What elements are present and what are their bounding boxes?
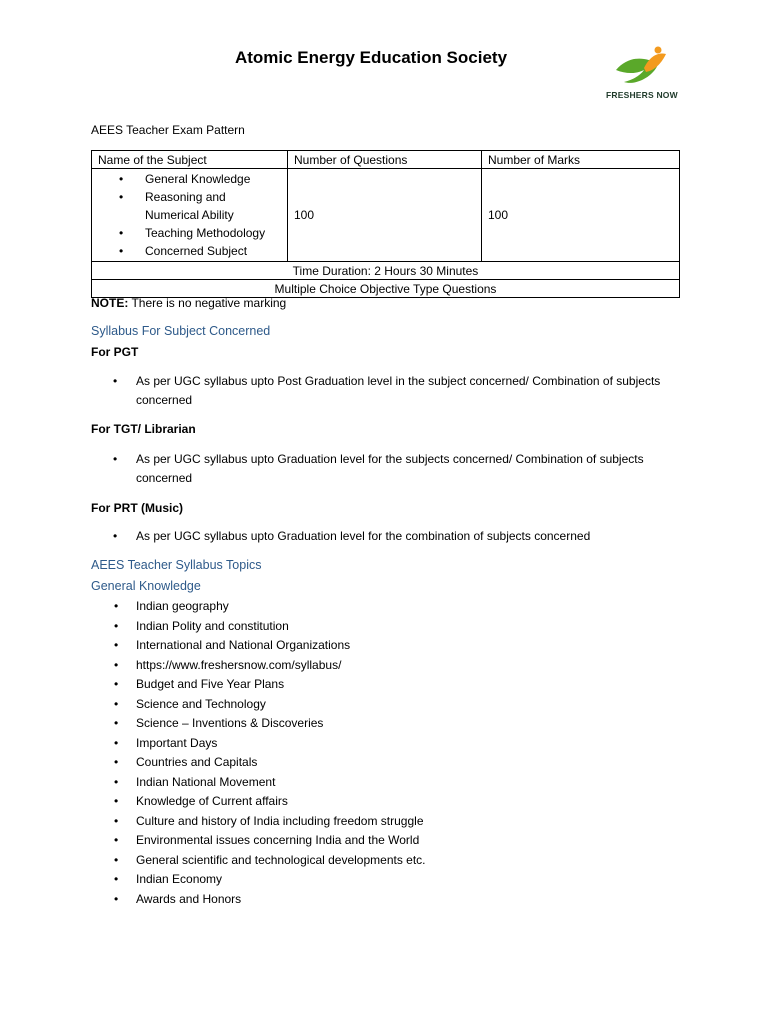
prt-bullet bbox=[113, 527, 681, 546]
note-text: There is no negative marking bbox=[128, 296, 287, 310]
bullet-icon: • bbox=[113, 374, 118, 388]
bullet-icon: • bbox=[113, 529, 118, 543]
logo-text: FRESHERS NOW bbox=[606, 90, 678, 100]
table-row bbox=[92, 262, 680, 280]
list-item: • Indian Economy bbox=[91, 870, 426, 890]
header-subject: Name of the Subject bbox=[92, 151, 288, 169]
tgt-bullet bbox=[113, 450, 681, 488]
table-row bbox=[92, 169, 680, 262]
gk-heading: General Knowledge bbox=[91, 579, 201, 593]
questions-cell: 100 bbox=[288, 169, 482, 262]
prt-label: For PRT (Music) bbox=[91, 501, 183, 515]
list-item: • Indian geography bbox=[91, 597, 426, 617]
prt-text: As per UGC syllabus upto Graduation level for the combination of subjects concerned bbox=[136, 529, 591, 543]
duration-cell: Time Duration: 2 Hours 30 Minutes bbox=[92, 262, 680, 280]
list-item: • Knowledge of Current affairs bbox=[91, 792, 426, 812]
list-item: • International and National Organizations bbox=[91, 636, 426, 656]
subject-item: • General Knowledge bbox=[145, 170, 281, 188]
note bbox=[91, 294, 286, 312]
subject-list bbox=[98, 170, 281, 260]
list-item: • Science and Technology bbox=[91, 695, 426, 715]
header-questions: Number of Questions bbox=[288, 151, 482, 169]
bullet-icon: • bbox=[113, 452, 118, 466]
topics-heading: AEES Teacher Syllabus Topics bbox=[91, 558, 262, 572]
logo-swoosh-icon bbox=[614, 46, 674, 90]
freshersnow-logo bbox=[606, 46, 684, 106]
gk-topic-list bbox=[91, 597, 426, 909]
subject-item: • Concerned Subject bbox=[145, 242, 281, 260]
document-title: Atomic Energy Education Society bbox=[234, 48, 508, 67]
pgt-text: As per UGC syllabus upto Post Graduation level in the subject concerned/ Combination of subjects concerned bbox=[136, 374, 661, 407]
list-item: • Awards and Honors bbox=[91, 890, 426, 910]
list-item: • Budget and Five Year Plans bbox=[91, 675, 426, 695]
pgt-bullet bbox=[113, 372, 681, 410]
list-item: • Important Days bbox=[91, 734, 426, 754]
syllabus-heading: Syllabus For Subject Concerned bbox=[91, 324, 271, 338]
exam-pattern-label: AEES Teacher Exam Pattern bbox=[91, 123, 245, 137]
list-item: • Culture and history of India including freedom struggle bbox=[91, 812, 426, 832]
list-item: • https://www.freshersnow.com/syllabus/ bbox=[91, 656, 426, 676]
subject-item: • Teaching Methodology bbox=[145, 224, 281, 242]
subject-item: • Reasoning and Numerical Ability bbox=[145, 188, 275, 224]
pgt-label: For PGT bbox=[91, 345, 139, 359]
tgt-text: As per UGC syllabus upto Graduation level for the subjects concerned/ Combination of subjects concerned bbox=[136, 452, 644, 485]
list-item: • Environmental issues concerning India and the World bbox=[91, 831, 426, 851]
list-item: • Science – Inventions & Discoveries bbox=[91, 714, 426, 734]
list-item: • General scientific and technological developments etc. bbox=[91, 851, 426, 871]
subject-cell bbox=[92, 169, 288, 262]
list-item: • Countries and Capitals bbox=[91, 753, 426, 773]
note-label: NOTE: bbox=[91, 296, 129, 310]
exam-pattern-table bbox=[91, 150, 680, 298]
list-item: • Indian Polity and constitution bbox=[91, 617, 426, 637]
tgt-label: For TGT/ Librarian bbox=[91, 422, 196, 436]
marks-cell: 100 bbox=[482, 169, 680, 262]
question-type-cell: Multiple Choice Objective Type Questions bbox=[92, 280, 680, 298]
list-item: • Indian National Movement bbox=[91, 773, 426, 793]
header-marks: Number of Marks bbox=[482, 151, 680, 169]
table-header-row bbox=[92, 151, 680, 169]
